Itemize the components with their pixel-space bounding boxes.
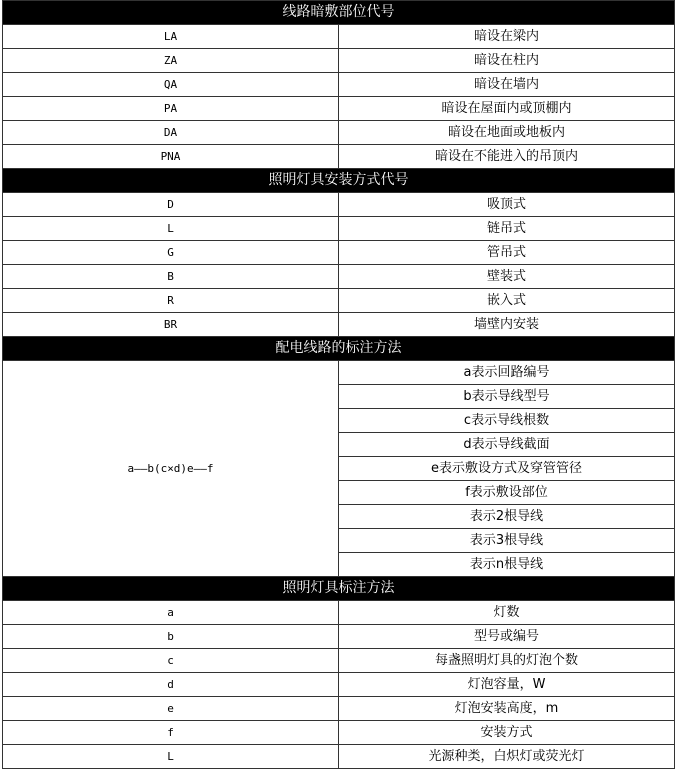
section-title: 照明灯具标注方法	[3, 577, 675, 601]
table-row	[3, 25, 675, 49]
code-cell: R	[3, 289, 339, 313]
description-cell: f表示敷设部位	[339, 481, 675, 505]
section-title: 配电线路的标注方法	[3, 337, 675, 361]
code-cell: d	[3, 673, 339, 697]
description-cell: 暗设在梁内	[339, 25, 675, 49]
table-row	[3, 97, 675, 121]
table-row	[3, 193, 675, 217]
table-row	[3, 217, 675, 241]
table-row	[3, 265, 675, 289]
code-cell: LA	[3, 25, 339, 49]
description-cell: 安装方式	[339, 721, 675, 745]
description-cell: 暗设在屋面内或顶棚内	[339, 97, 675, 121]
description-cell: 嵌入式	[339, 289, 675, 313]
code-cell: f	[3, 721, 339, 745]
code-cell: G	[3, 241, 339, 265]
description-cell: b表示导线型号	[339, 385, 675, 409]
description-cell: 表示2根导线	[339, 505, 675, 529]
description-cell: 光源种类，白炽灯或荧光灯	[339, 745, 675, 769]
table-row	[3, 73, 675, 97]
table-row	[3, 313, 675, 337]
description-cell: 每盏照明灯具的灯泡个数	[339, 649, 675, 673]
description-cell: c表示导线根数	[339, 409, 675, 433]
description-cell: d表示导线截面	[339, 433, 675, 457]
section-header-row	[3, 577, 675, 601]
description-cell: 暗设在不能进入的吊顶内	[339, 145, 675, 169]
table-row	[3, 745, 675, 769]
table-row	[3, 601, 675, 625]
code-cell: PNA	[3, 145, 339, 169]
code-cell: b	[3, 625, 339, 649]
section-header-row	[3, 169, 675, 193]
code-cell: B	[3, 265, 339, 289]
code-cell: DA	[3, 121, 339, 145]
table-row	[3, 673, 675, 697]
table-row	[3, 241, 675, 265]
code-cell: BR	[3, 313, 339, 337]
code-cell: QA	[3, 73, 339, 97]
code-cell: ZA	[3, 49, 339, 73]
code-cell: e	[3, 697, 339, 721]
description-cell: 链吊式	[339, 217, 675, 241]
code-cell: L	[3, 745, 339, 769]
code-cell: PA	[3, 97, 339, 121]
description-cell: 表示n根导线	[339, 553, 675, 577]
description-cell: a表示回路编号	[339, 361, 675, 385]
description-cell: 管吊式	[339, 241, 675, 265]
table-row	[3, 361, 675, 385]
table-row	[3, 625, 675, 649]
table-row	[3, 49, 675, 73]
section-header-row	[3, 337, 675, 361]
description-cell: 暗设在墙内	[339, 73, 675, 97]
description-cell: 灯数	[339, 601, 675, 625]
description-cell: 暗设在地面或地板内	[339, 121, 675, 145]
table-row	[3, 145, 675, 169]
description-cell: e表示敷设方式及穿管管径	[339, 457, 675, 481]
section-title: 照明灯具安装方式代号	[3, 169, 675, 193]
table-row	[3, 721, 675, 745]
description-cell: 暗设在柱内	[339, 49, 675, 73]
formula-cell: a——b(c×d)e——f	[3, 361, 339, 577]
description-cell: 型号或编号	[339, 625, 675, 649]
description-cell: 吸顶式	[339, 193, 675, 217]
description-cell: 灯泡容量，W	[339, 673, 675, 697]
table-row	[3, 649, 675, 673]
code-cell: L	[3, 217, 339, 241]
description-cell: 壁装式	[339, 265, 675, 289]
section-title: 线路暗敷部位代号	[3, 1, 675, 25]
code-reference-table	[2, 0, 675, 769]
section-header-row	[3, 1, 675, 25]
table-row	[3, 697, 675, 721]
description-cell: 表示3根导线	[339, 529, 675, 553]
description-cell: 灯泡安装高度，m	[339, 697, 675, 721]
code-cell: D	[3, 193, 339, 217]
description-cell: 墙壁内安装	[339, 313, 675, 337]
table-row	[3, 289, 675, 313]
code-cell: a	[3, 601, 339, 625]
table-row	[3, 121, 675, 145]
code-cell: c	[3, 649, 339, 673]
